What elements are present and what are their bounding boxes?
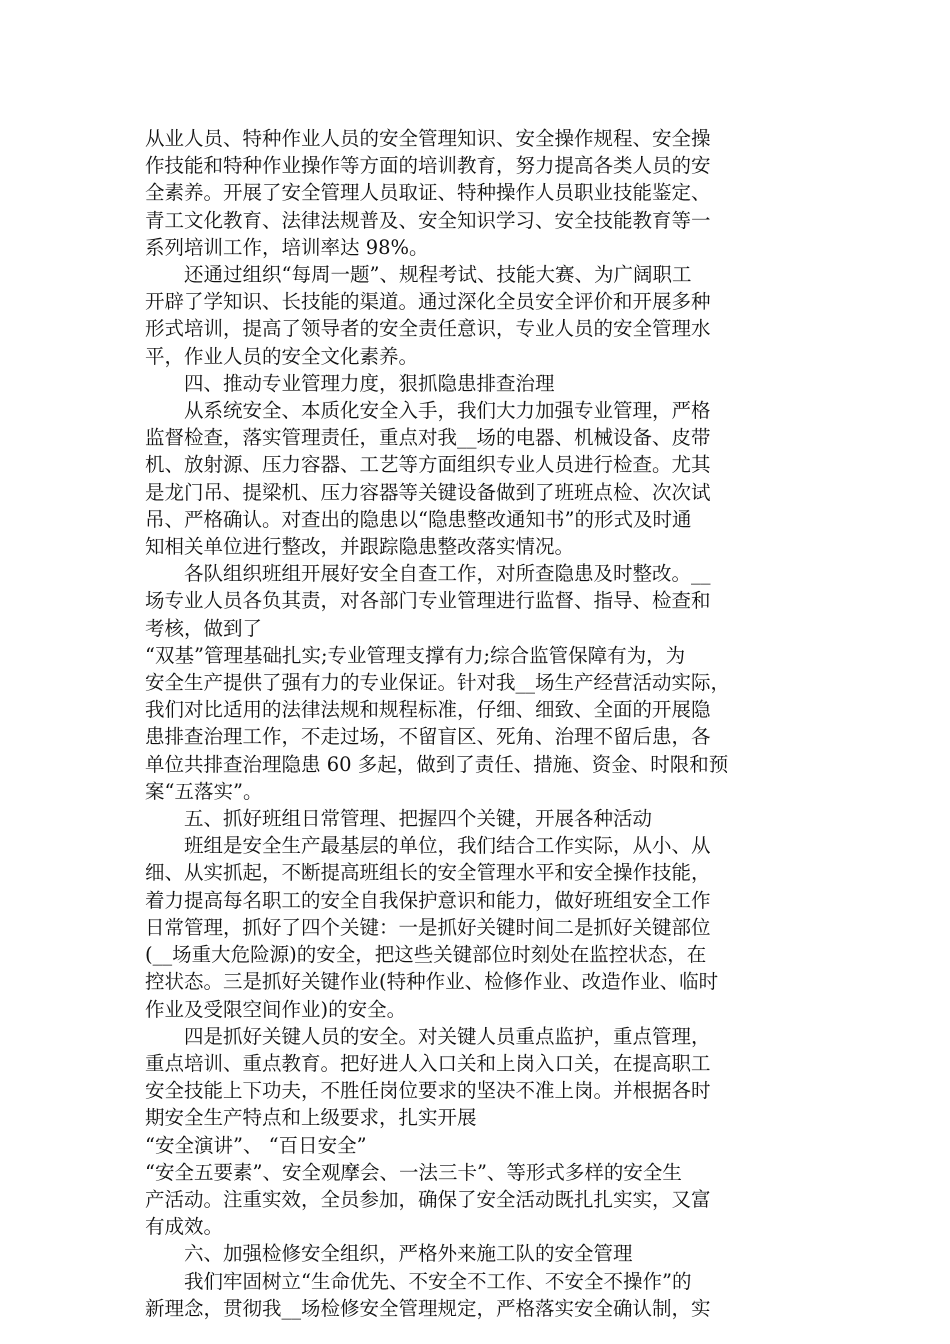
text-line: 控状态。三是抓好关键作业(特种作业、检修作业、改造作业、临时 <box>145 970 719 994</box>
text-line: 产活动。注重实效，全员参加，确保了安全活动既扎扎实实，又富 <box>145 1187 711 1211</box>
paragraph <box>145 370 810 397</box>
text-line: 有成效。 <box>145 1215 224 1239</box>
paragraph <box>145 832 810 1022</box>
text-line: 四、推动专业管理力度，狠抓隐患排查治理 <box>184 371 555 395</box>
text-line: “安全演讲”、 “百日安全” <box>145 1133 367 1157</box>
text-line: 还通过组织“每周一题”、规程考试、技能大赛、为广阔职工 <box>184 263 692 287</box>
text-line: 作技能和特种作业操作等方面的培训教育，努力提高各类人员的安 <box>145 154 711 178</box>
text-line: 患排查治理工作，不走过场，不留盲区、死角、治理不留后患，各 <box>145 725 711 749</box>
text-line: (__场重大危险源)的安全，把这些关键部位时刻处在监控状态，在 <box>145 943 707 967</box>
text-line: 监督检查，落实管理责任，重点对我__场的电器、机械设备、皮带 <box>145 426 711 450</box>
text-line: 单位共排查治理隐患 60 多起，做到了责任、措施、资金、时限和预 <box>145 752 729 776</box>
text-line: 五、抓好班组日常管理、把握四个关键，开展各种活动 <box>184 807 653 831</box>
text-line: 作业及受限空间作业)的安全。 <box>145 997 407 1021</box>
paragraph <box>145 1023 810 1241</box>
paragraph <box>145 1268 810 1322</box>
text-line: 青工文化教育、法律法规普及、安全知识学习、安全技能教育等一 <box>145 208 711 232</box>
text-line: 四是抓好关键人员的安全。对关键人员重点监护，重点管理， <box>184 1024 711 1048</box>
text-line: 系列培训工作，培训率达 98%。 <box>145 235 429 259</box>
paragraph <box>145 397 810 560</box>
text-line: 安全生产提供了强有力的专业保证。针对我__场生产经营活动实际， <box>145 671 731 695</box>
text-line: 从业人员、特种作业人员的安全管理知识、安全操作规程、安全操 <box>145 127 711 150</box>
text-line: 安全技能上下功夫，不胜任岗位要求的坚决不准上岗。并根据各时 <box>145 1079 711 1103</box>
text-line: 各队组织班组开展好安全自查工作，对所查隐患及时整改。__ <box>184 562 711 586</box>
document-body <box>145 125 810 1322</box>
text-line: “双基”管理基础扎实;专业管理支撑有力;综合监管保障有为，为 <box>145 643 686 667</box>
text-line: 重点培训、重点教育。把好进人入口关和上岗入口关，在提高职工 <box>145 1051 711 1075</box>
text-line: 我们牢固树立“生命优先、不安全不工作、不安全不操作”的 <box>184 1269 692 1293</box>
paragraph <box>145 1240 810 1267</box>
text-line: 吊、严格确认。对查出的隐患以“隐患整改通知书”的形式及时通 <box>145 507 692 531</box>
paragraph <box>145 560 810 805</box>
text-line: 考核，做到了 <box>145 616 263 640</box>
text-line: “安全五要素”、安全观摩会、一法三卡”、等形式多样的安全生 <box>145 1160 682 1184</box>
text-line: 机、放射源、压力容器、工艺等方面组织专业人员进行检查。尤其 <box>145 453 711 477</box>
text-line: 是龙门吊、提梁机、压力容器等关键设备做到了班班点检、次次试 <box>145 480 711 504</box>
paragraph <box>145 805 810 832</box>
text-line: 开辟了学知识、长技能的渠道。通过深化全员安全评价和开展多种 <box>145 290 711 314</box>
text-line: 知相关单位进行整改，并跟踪隐患整改落实情况。 <box>145 535 575 559</box>
text-line: 平，作业人员的安全文化素养。 <box>145 344 419 368</box>
text-line: 期安全生产特点和上级要求，扎实开展 <box>145 1106 477 1130</box>
text-line: 班组是安全生产最基层的单位，我们结合工作实际，从小、从 <box>184 834 711 858</box>
text-line: 全素养。开展了安全管理人员取证、特种操作人员职业技能鉴定、 <box>145 181 711 205</box>
text-line: 日常管理，抓好了四个关键：一是抓好关键时间二是抓好关键部位 <box>145 915 711 939</box>
text-line: 着力提高每名职工的安全自我保护意识和能力，做好班组安全工作 <box>145 888 711 912</box>
text-line: 六、加强检修安全组织，严格外来施工队的安全管理 <box>184 1242 633 1266</box>
text-line: 细、从实抓起，不断提高班组长的安全管理水平和安全操作技能， <box>145 861 711 885</box>
text-line: 新理念，贯彻我__场检修安全管理规定，严格落实安全确认制，实 <box>145 1296 711 1320</box>
text-line: 我们对比适用的法律法规和规程标准，仔细、细致、全面的开展隐 <box>145 698 711 722</box>
text-line: 案“五落实”。 <box>145 779 263 803</box>
paragraph <box>145 125 810 261</box>
text-line: 从系统安全、本质化安全入手，我们大力加强专业管理，严格 <box>184 399 711 423</box>
paragraph <box>145 261 810 370</box>
text-line: 场专业人员各负其责，对各部门专业管理进行监督、指导、检查和 <box>145 589 711 613</box>
text-line: 形式培训，提高了领导者的安全责任意识，专业人员的安全管理水 <box>145 317 711 341</box>
